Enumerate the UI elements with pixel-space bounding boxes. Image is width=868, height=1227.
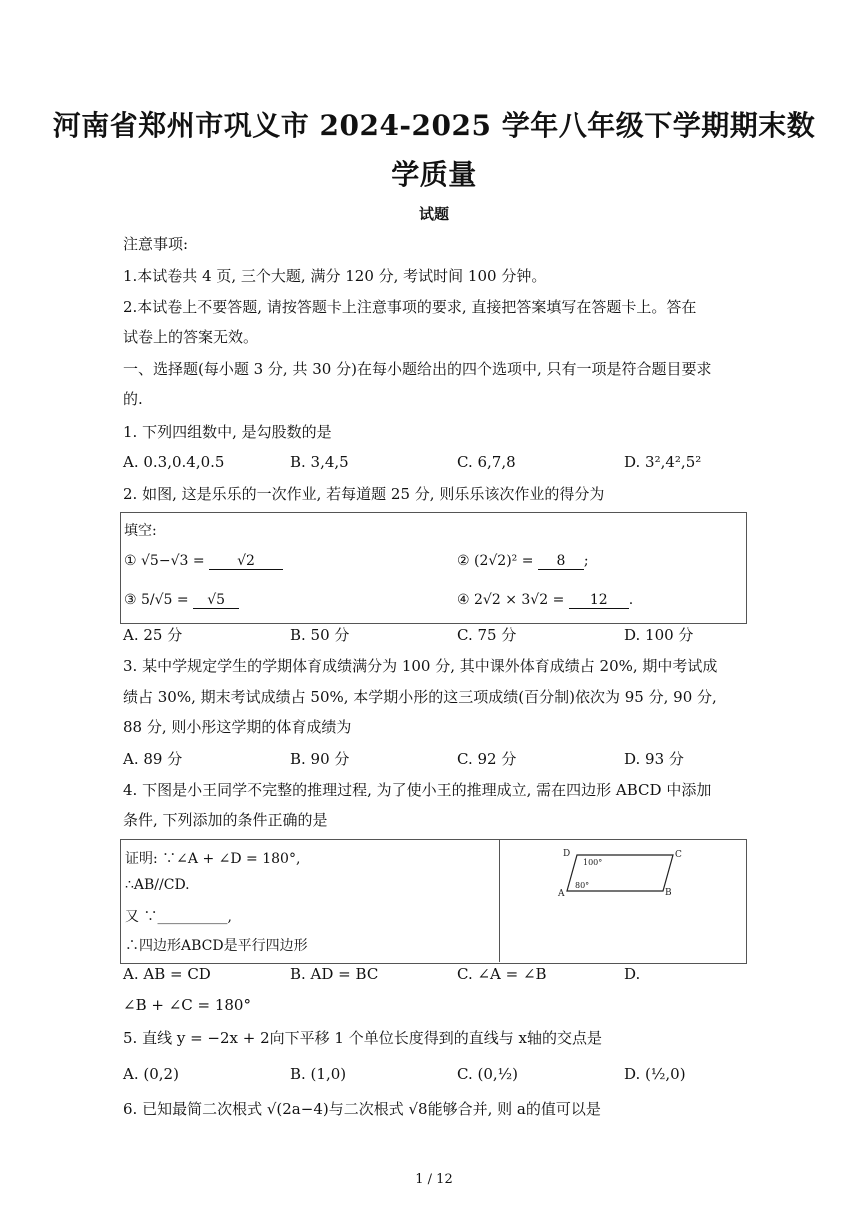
q2-box-heading: 填空: — [124, 523, 157, 539]
q1-option-b: B. 3,4,5 — [290, 453, 349, 471]
vertex-label-d: D — [563, 849, 571, 859]
q4-option-d: D. — [624, 965, 641, 983]
q4-proof-line1: 证明: ∵∠A + ∠D = 180°, — [125, 851, 301, 867]
q4-proof-line2: ∴AB//CD. — [125, 877, 190, 893]
q1-option-d-prefix: D. — [624, 453, 641, 471]
q2-item-2 — [457, 553, 589, 570]
q2-item-1 — [124, 553, 283, 570]
angle-label-a: 80° — [575, 881, 590, 890]
page-title-line1: 河南省郑州市巩义市 2024-2025 学年八年级下学期期末数 — [52, 109, 816, 142]
q2-item-2-answer: 8 — [538, 553, 584, 570]
page-number: 1 / 12 — [415, 1172, 453, 1187]
q2-option-a: A. 25 分 — [123, 626, 183, 644]
q3-line2: 绩占 30%, 期末考试成绩占 50%, 本学期小彤的这三项成绩(百分制)依次为 95 分, 90 分, — [123, 688, 717, 706]
q1-option-d-value: 3²,4²,5² — [645, 453, 702, 471]
q5-option-d: D. (½,0) — [624, 1065, 686, 1083]
q1-option-a: A. 0.3,0.4,0.5 — [123, 453, 225, 471]
q5-option-a: A. (0,2) — [123, 1065, 179, 1083]
q2-stem: 2. 如图, 这是乐乐的一次作业, 若每道题 25 分, 则乐乐该次作业的得分为 — [123, 485, 605, 503]
q4-line1: 4. 下图是小王同学不完整的推理过程, 为了使小王的推理成立, 需在四边形 ABCD 中添加 — [123, 781, 712, 799]
q3-option-c: C. 92 分 — [457, 750, 517, 768]
q2-item-4-expression: 2√2 × 3√2 = — [474, 592, 565, 608]
q3-line1: 3. 某中学规定学生的学期体育成绩满分为 100 分, 其中课外体育成绩占 20%, 期中考试成 — [123, 657, 718, 675]
q2-item-3 — [124, 592, 239, 609]
notice-heading: 注意事项: — [123, 235, 189, 253]
q2-item-1-expression: √5−√3 = — [141, 553, 205, 569]
page-title-line2: 学质量 — [391, 158, 477, 191]
q2-item-4-tail: . — [628, 592, 634, 608]
q3-option-a: A. 89 分 — [123, 750, 183, 768]
q6-stem: 6. 已知最简二次根式 √(2a−4)与二次根式 √8能够合并, 则 a的值可以是 — [123, 1100, 601, 1118]
angle-label-d: 100° — [583, 858, 603, 867]
notice-item-2-line1: 2.本试卷上不要答题, 请按答题卡上注意事项的要求, 直接把答案填写在答题卡上。答在 — [123, 298, 697, 316]
q2-item-4-answer: 12 — [569, 592, 629, 609]
q1-stem: 1. 下列四组数中, 是勾股数的是 — [123, 423, 332, 441]
notice-item-2-line2: 试卷上的答案无效。 — [123, 328, 259, 346]
q4-option-a: A. AB = CD — [123, 965, 211, 983]
q2-option-c: C. 75 分 — [457, 626, 517, 644]
q2-option-d: D. 100 分 — [624, 626, 694, 644]
q2-item-3-expression: 5/√5 = — [141, 592, 189, 608]
q1-option-c: C. 6,7,8 — [457, 453, 516, 471]
q2-item-4 — [457, 592, 633, 609]
q4-proof-line3: 又 ∵__________, — [125, 909, 232, 925]
q2-item-1-answer: √2 — [209, 553, 283, 570]
q4-proof-line4: ∴四边形ABCD是平行四边形 — [125, 938, 308, 954]
q4-line2: 条件, 下列添加的条件正确的是 — [123, 811, 328, 829]
q3-line3: 88 分, 则小彤这学期的体育成绩为 — [123, 718, 352, 736]
q2-option-b: B. 50 分 — [290, 626, 350, 644]
q5-option-c: C. (0,½) — [457, 1065, 519, 1083]
page-subtitle: 试题 — [418, 205, 449, 223]
vertex-label-a: A — [558, 889, 565, 899]
q2-item-3-answer: √5 — [193, 592, 239, 609]
q4-box-divider — [499, 839, 500, 962]
q2-item-2-number: ② — [457, 553, 470, 569]
q3-option-d: D. 93 分 — [624, 750, 684, 768]
q5-stem: 5. 直线 y = −2x + 2向下平移 1 个单位长度得到的直线与 x轴的交点是 — [123, 1029, 602, 1047]
section-heading-line2: 的. — [123, 390, 143, 408]
q4-option-c: C. ∠A = ∠B — [457, 965, 547, 983]
q2-item-2-tail: ; — [583, 553, 589, 569]
q4-option-d-value: ∠B + ∠C = 180° — [123, 996, 251, 1014]
q4-option-b: B. AD = BC — [290, 965, 379, 983]
q3-option-b: B. 90 分 — [290, 750, 350, 768]
q2-item-2-expression: (2√2)² = — [474, 553, 534, 569]
vertex-label-b: B — [665, 888, 672, 898]
q2-item-1-number: ① — [124, 553, 137, 569]
vertex-label-c: C — [675, 850, 682, 860]
section-heading-line1: 一、选择题(每小题 3 分, 共 30 分)在每小题给出的四个选项中, 只有一项是符合题目要求 — [123, 360, 712, 378]
q2-item-4-number: ④ — [457, 592, 470, 608]
q5-option-b: B. (1,0) — [290, 1065, 347, 1083]
q2-item-3-number: ③ — [124, 592, 137, 608]
notice-item-1: 1.本试卷共 4 页, 三个大题, 满分 120 分, 考试时间 100 分钟。 — [123, 267, 547, 285]
q4-parallelogram-figure — [555, 845, 685, 900]
q1-option-d — [624, 453, 701, 471]
